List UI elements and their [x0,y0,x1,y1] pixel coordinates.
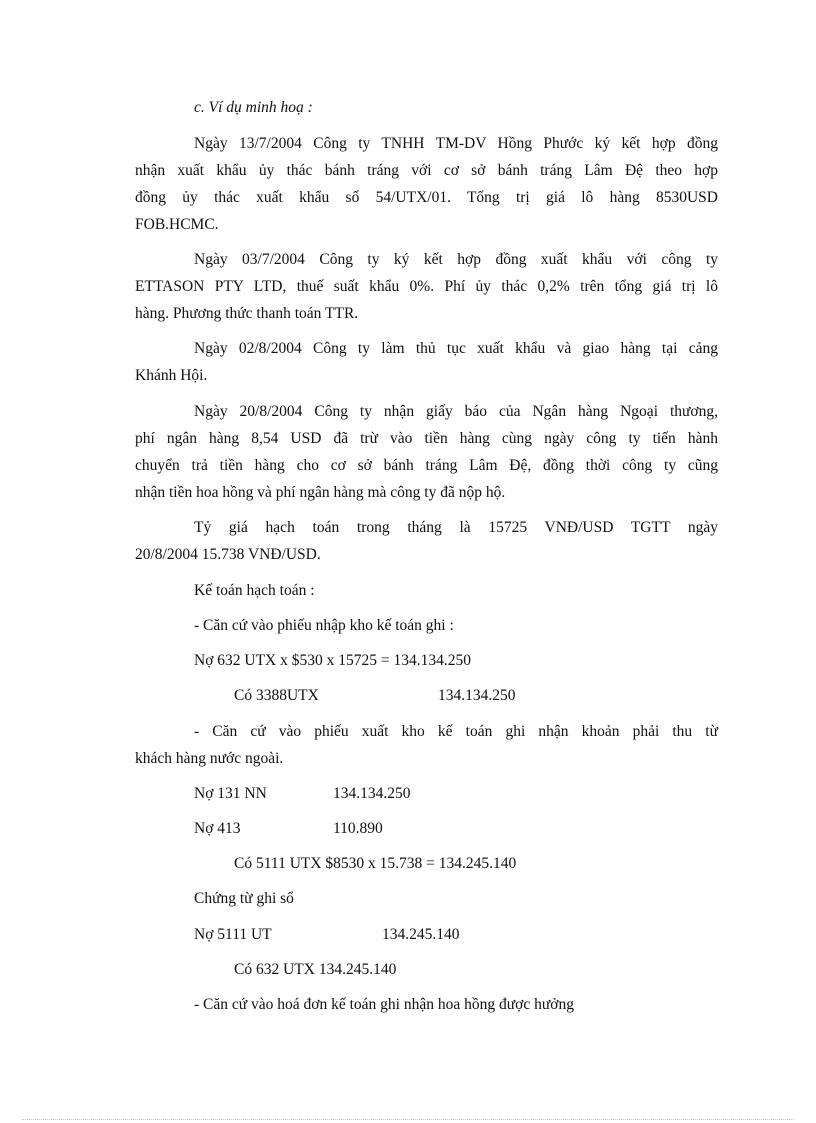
paragraph-4-line-2: phí ngân hàng 8,54 USD đã trừ vào tiền hàng cùng ngày công ty tiến hành [135,430,718,447]
can-cu-3: - Căn cứ vào hoá đơn kế toán ghi nhận hoa hồng được hưởng [194,996,574,1013]
can-cu-2-line-2: khách hàng nước ngoài. [135,750,284,767]
paragraph-4-line-4: nhận tiền hoa hồng và phí ngân hàng mà công ty đã nộp hộ. [135,484,506,501]
ke-toan-heading: Kế toán hạch toán : [194,582,315,599]
entry-3-debit-account: Nợ 5111 UT [194,926,272,943]
paragraph-3-line-2: Khánh Hội. [135,367,208,384]
entry-3-debit-amount: 134.245.140 [382,926,460,943]
paragraph-1-line-4: FOB.HCMC. [135,216,219,233]
paragraph-4-line-1: Ngày 20/8/2004 Công ty nhận giấy báo của Ngân hàng Ngoại thương, [194,403,718,420]
paragraph-5-line-2: 20/8/2004 15.738 VNĐ/USD. [135,546,321,563]
paragraph-3-line-1: Ngày 02/8/2004 Công ty làm thủ tục xuất khẩu và giao hàng tại cảng [194,340,718,357]
paragraph-5-line-1: Tỷ giá hạch toán trong tháng là 15725 VNĐ/USD TGTT ngày [194,519,718,536]
paragraph-1-line-1: Ngày 13/7/2004 Công ty TNHH TM-DV Hồng Phước ký kết hợp đồng [194,135,718,152]
section-heading: c. Ví dụ minh hoạ : [194,99,313,116]
entry-3-credit: Có 632 UTX 134.245.140 [234,961,397,978]
chung-tu-heading: Chứng từ ghi sổ [194,890,294,907]
entry-1-credit-account: Có 3388UTX [234,687,319,704]
entry-2-credit: Có 5111 UTX $8530 x 15.738 = 134.245.140 [234,855,517,872]
entry-3-debit [194,925,460,945]
entry-1-credit-amount: 134.134.250 [438,687,516,704]
paragraph-2-line-1: Ngày 03/7/2004 Công ty ký kết hợp đồng xuất khẩu với công ty [194,251,718,268]
entry-2-debit-1-amount: 134.134.250 [333,785,411,802]
entry-1-debit: Nợ 632 UTX x $530 x 15725 = 134.134.250 [194,652,471,669]
paragraph-1-line-2: nhận xuất khẩu ủy thác bánh tráng với cơ sở bánh tráng Lâm Đệ theo hợp [135,162,718,179]
entry-2-debit-2-account: Nợ 413 [194,820,241,837]
paragraph-4-line-3: chuyển trả tiền hàng cho cơ sở bánh tráng Lâm Đệ, đồng thời công ty cũng [135,457,718,474]
can-cu-2-line-1: - Căn cứ vào phiếu xuất kho kế toán ghi nhận khoản phải thu từ [194,723,718,740]
page-bottom-divider [22,1119,794,1120]
paragraph-1-line-3: đồng ủy thác xuất khẩu số 54/UTX/01. Tổng trị giá lô hàng 8530USD [135,189,718,206]
paragraph-2-line-3: hàng. Phương thức thanh toán TTR. [135,305,359,322]
paragraph-2-line-2: ETTASON PTY LTD, thuế suất khẩu 0%. Phí ủy thác 0,2% trên tổng giá trị lô [135,278,718,295]
entry-2-debit-2-amount: 110.890 [333,820,383,837]
entry-2-debit-1 [194,784,411,804]
entry-2-debit-2 [194,819,383,839]
entry-2-debit-1-account: Nợ 131 NN [194,785,267,802]
entry-1-credit [234,686,516,706]
can-cu-1: - Căn cứ vào phiếu nhập kho kế toán ghi : [194,617,454,634]
